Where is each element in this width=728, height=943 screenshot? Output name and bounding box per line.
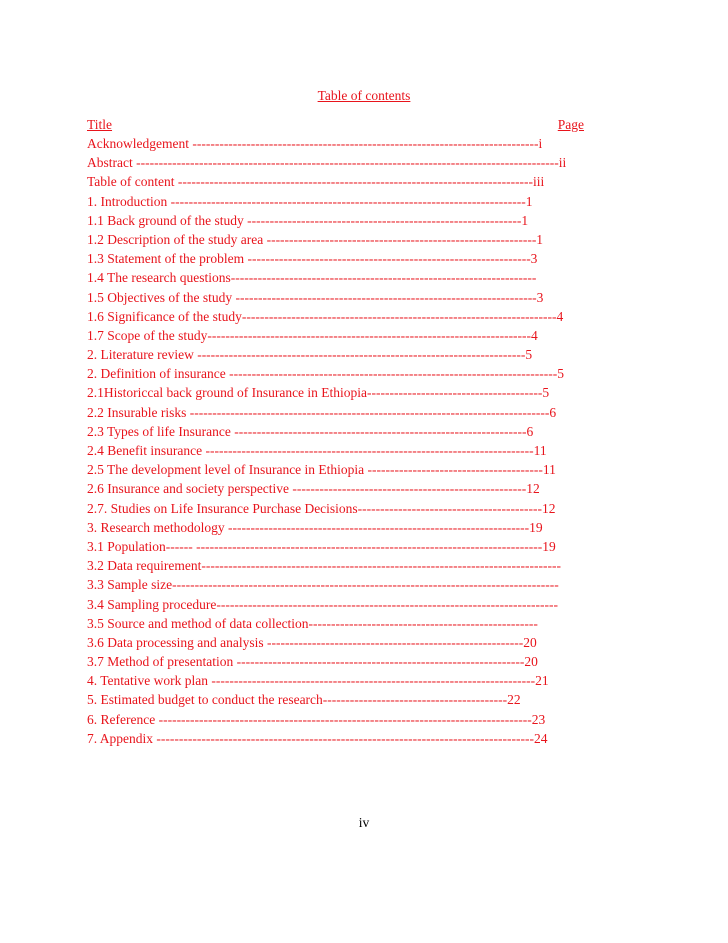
toc-entry: 2. Literature review -------------------------------------------------------------------------5 [87, 347, 533, 363]
toc-entry: 2. Definition of insurance -------------------------------------------------------------------------5 [87, 366, 565, 382]
toc-entry: 1.1 Back ground of the study -------------------------------------------------------------1 [87, 212, 529, 228]
toc-entry: Abstract ----------------------------------------------------------------------------------------------ii [87, 155, 567, 171]
toc-entry: 2.1Historiccal back ground of Insurance in Ethiopia---------------------------------------5 [87, 385, 550, 401]
column-page-label: Page [557, 117, 584, 132]
toc-entry: 2.4 Benefit insurance -------------------------------------------------------------------------11 [87, 443, 547, 458]
toc-heading: Table of contents [317, 88, 411, 103]
toc-entry: Table of content -------------------------------------------------------------------------------iii [87, 174, 545, 190]
toc-entry: 3.5 Source and method of data collection--------------------------------------------------- [87, 615, 538, 631]
toc-entry: 2.5 The development level of Insurance in Ethiopia ---------------------------------------11 [87, 462, 556, 478]
toc-entry: 2.3 Types of life Insurance -----------------------------------------------------------------6 [87, 423, 534, 439]
column-title-label: Title [87, 117, 113, 132]
toc-entry: 5. Estimated budget to conduct the research-----------------------------------------22 [87, 692, 521, 708]
toc-entry: 4. Tentative work plan ------------------------------------------------------------------------21 [87, 673, 549, 689]
toc-entry: 3.4 Sampling procedure---------------------------------------------------------------------------- [87, 596, 559, 612]
toc-entry: 1.3 Statement of the problem ---------------------------------------------------------------3 [87, 251, 538, 267]
toc-entry-list [87, 134, 597, 748]
toc-entry: 3.2 Data requirement-------------------------------------------------------------------------------- [87, 558, 561, 574]
toc-column-header [87, 116, 584, 134]
toc-entry: 3. Research methodology -------------------------------------------------------------------19 [87, 519, 543, 535]
toc-entry: 2.2 Insurable risks --------------------------------------------------------------------------------6 [87, 404, 557, 420]
toc-entry: 2.7. Studies on Life Insurance Purchase Decisions-----------------------------------------12 [87, 500, 556, 516]
toc-entry: 1.5 Objectives of the study -------------------------------------------------------------------3 [87, 289, 544, 305]
toc-entry: 1. Introduction -------------------------------------------------------------------------------1 [87, 193, 533, 209]
toc-entry: 1.6 Significance of the study----------------------------------------------------------------------4 [87, 308, 564, 324]
toc-entry: 6. Reference -----------------------------------------------------------------------------------23 [87, 711, 546, 727]
toc-entry: 3.1 Population------ -----------------------------------------------------------------------------19 [87, 538, 556, 554]
toc-entry: 3.6 Data processing and analysis ---------------------------------------------------------20 [87, 634, 537, 650]
toc-entry: 1.2 Description of the study area ------------------------------------------------------------1 [87, 231, 544, 247]
toc-entry: 3.3 Sample size-------------------------------------------------------------------------------------- [87, 577, 559, 593]
toc-entry: 7. Appendix ------------------------------------------------------------------------------------24 [87, 730, 548, 746]
toc-entry: 1.7 Scope of the study------------------------------------------------------------------------4 [87, 327, 538, 343]
toc-entry: 1.4 The research questions-------------------------------------------------------------------- [87, 270, 537, 286]
toc-entry: 3.7 Method of presentation ----------------------------------------------------------------20 [87, 654, 538, 670]
toc-entry: 2.6 Insurance and society perspective ----------------------------------------------------12 [87, 481, 540, 497]
toc-entry: Acknowledgement -----------------------------------------------------------------------------i [87, 136, 543, 151]
page-number: iv [358, 815, 370, 830]
